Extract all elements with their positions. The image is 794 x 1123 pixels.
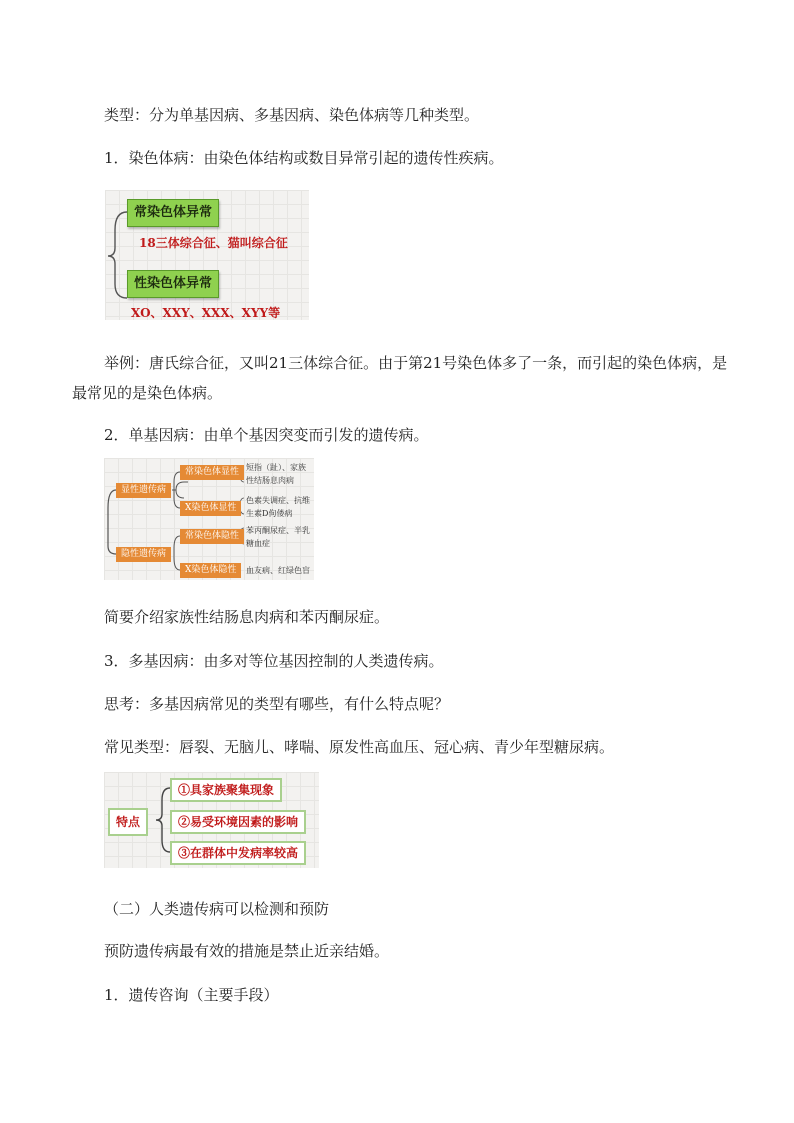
feature-item-1: ①具家族聚集现象: [170, 778, 282, 802]
autosomal-dominant-example-2: 性结肠息肉病: [246, 476, 294, 485]
autosomal-abnormality-box: 常染色体异常: [127, 199, 219, 227]
polygenic-common-types: 常见类型：唇裂、无脑儿、哮喘、原发性高血压、冠心病、青少年型糖尿病。: [104, 738, 615, 756]
x-dominant-example-1: 色素失调症、抗维: [246, 496, 310, 505]
sex-chromosome-examples: XO、XXY、XXX、XYY等: [131, 306, 281, 320]
feature-item-3: ③在群体中发病率较高: [170, 841, 306, 865]
autosomal-dominant-box: 常染色体显性: [180, 465, 244, 480]
polygenic-question: 思考：多基因病常见的类型有哪些，有什么特点呢？: [104, 695, 450, 713]
down-syndrome-example: 举例：唐氏综合征，又叫21三体综合征。由于第21号染色体多了一条，而引起的染色体病，是最常见的是染色体病。: [72, 354, 728, 402]
autosomal-examples: 18三体综合征、猫叫综合征: [139, 236, 288, 250]
x-recessive-box: X染色体隐性: [180, 563, 241, 578]
x-dominant-example-2: 生素D佝偻病: [246, 509, 293, 518]
sex-chromosome-abnormality-box: 性染色体异常: [127, 270, 219, 298]
features-label-box: 特点: [108, 808, 148, 836]
monogenic-diagram: [104, 458, 314, 580]
genetic-counseling-item: 1．遗传咨询（主要手段）: [104, 986, 279, 1004]
autosomal-recessive-example-1: 苯丙酮尿症、半乳: [246, 526, 310, 535]
prevention-statement: 预防遗传病最有效的措施是禁止近亲结婚。: [104, 942, 390, 960]
x-dominant-box: X染色体显性: [180, 501, 241, 516]
types-paragraph: 类型：分为单基因病、多基因病、染色体病等几种类型。: [104, 106, 480, 124]
dominant-disease-box: 显性遗传病: [116, 483, 171, 498]
feature-item-2: ②易受环境因素的影响: [170, 810, 306, 834]
monogenic-heading: 2．单基因病：由单个基因突变而引发的遗传病。: [104, 426, 429, 444]
autosomal-recessive-box: 常染色体隐性: [180, 529, 244, 544]
monogenic-note: 简要介绍家族性结肠息肉病和苯丙酮尿症。: [104, 608, 390, 626]
chromosome-disease-diagram: [105, 190, 309, 320]
polygenic-features-diagram: [104, 772, 319, 868]
autosomal-recessive-example-2: 糖血症: [246, 539, 270, 548]
detection-heading: （二）人类遗传病可以检测和预防: [104, 900, 330, 918]
chromosome-disease-heading: 1．染色体病：由染色体结构或数目异常引起的遗传性疾病。: [104, 149, 504, 167]
polygenic-heading: 3．多基因病：由多对等位基因控制的人类遗传病。: [104, 652, 444, 670]
x-recessive-example: 血友病、红绿色盲: [246, 566, 310, 575]
autosomal-dominant-example-1: 短指（趾）、家族: [246, 463, 306, 472]
recessive-disease-box: 隐性遗传病: [116, 547, 171, 562]
